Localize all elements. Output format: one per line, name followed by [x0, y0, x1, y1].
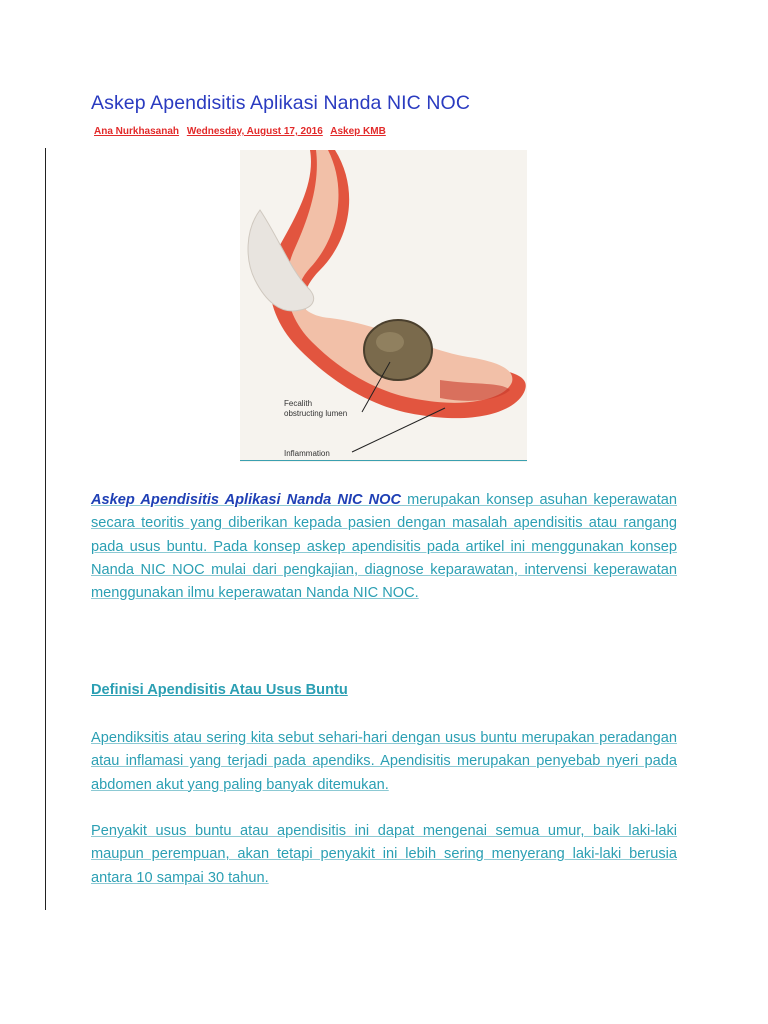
section-heading[interactable]: Definisi Apendisitis Atau Usus Buntu: [91, 682, 348, 698]
label-inflammation: Inflammation: [284, 449, 330, 458]
intro-paragraph[interactable]: [91, 489, 677, 605]
article-meta: [94, 126, 391, 137]
author-link[interactable]: Ana Nurkhasanah: [94, 126, 180, 137]
category-link[interactable]: Askep KMB: [330, 126, 386, 137]
date-link[interactable]: Wednesday, August 17, 2016: [186, 126, 323, 137]
page-left-border: [45, 148, 46, 910]
definition-paragraph-1[interactable]: Apendiksitis atau sering kita sebut sehari-hari dengan usus buntu merupakan peradangan atau inflamasi yang terjadi pada apendiks. Apendisitis merupakan penyebab nyeri pada abdomen akut yang paling banyak ditemukan.: [91, 730, 677, 793]
figure-underline: [240, 460, 527, 461]
intro-text: merupakan konsep asuhan keperawatan secara teoritis yang diberikan kepada pasien dengan masalah apendisitis atau rangang pada usus buntu. Pada konsep askep apendisitis pada artikel ini menggunakan konsep Nanda NIC NOC mulai dari pengkajian, diagnose keparawatan, intervensi keperawatan menggunakan ilmu keperawatan Nanda NIC NOC.: [91, 492, 677, 602]
label-obstructing-lumen: obstructing lumen: [284, 409, 348, 418]
label-fecalith: Fecalith: [284, 399, 313, 408]
inflammation-leader-line: [352, 408, 445, 452]
article-title[interactable]: Askep Apendisitis Aplikasi Nanda NIC NOC: [91, 92, 471, 114]
intro-lead-link[interactable]: Askep Apendisitis Aplikasi Nanda NIC NOC: [91, 492, 402, 508]
definition-paragraph-2[interactable]: Penyakit usus buntu atau apendisitis ini dapat mengenai semua umur, baik laki-laki maupun perempuan, akan tetapi penyakit ini lebih sering menyerang laki-laki berusia antara 10 sampai 30 tahun.: [91, 823, 677, 886]
appendix-illustration: [240, 150, 527, 462]
